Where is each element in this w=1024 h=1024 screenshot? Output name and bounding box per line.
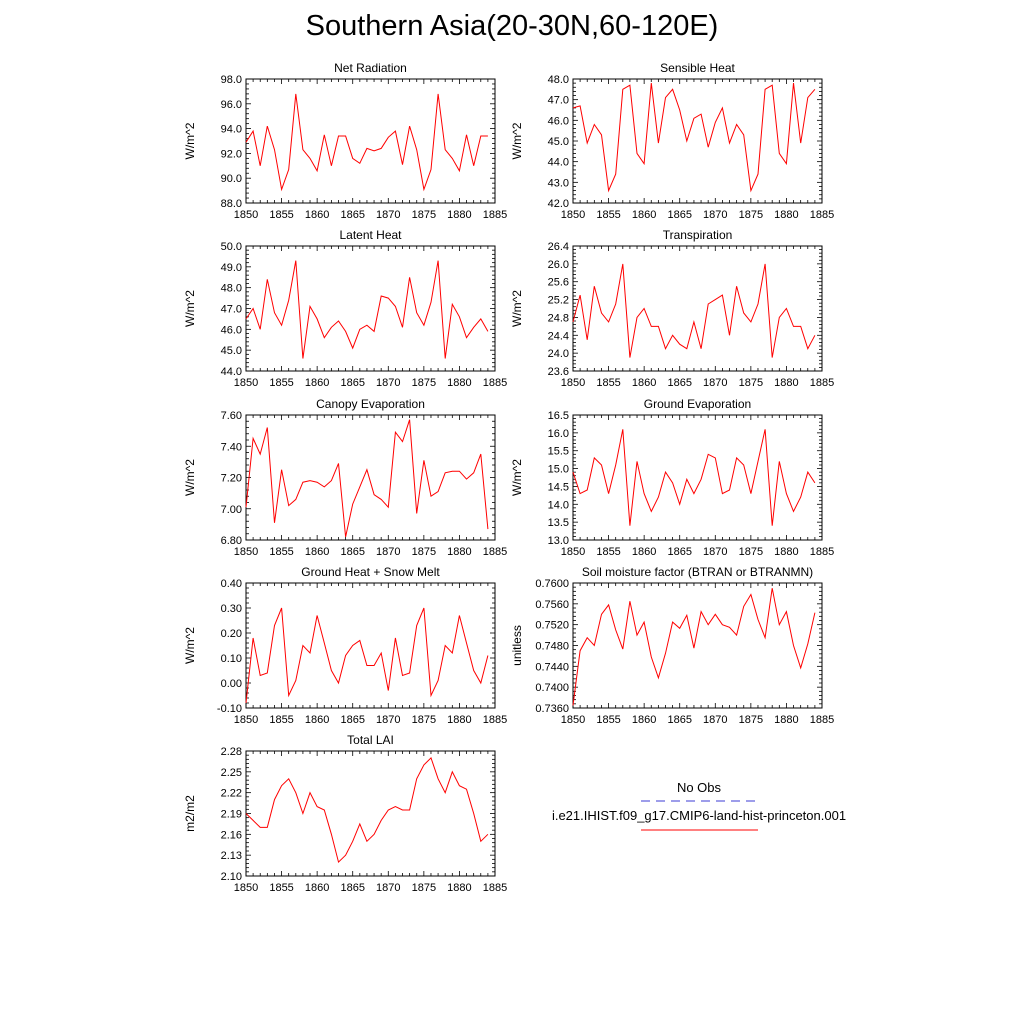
x-tick-label: 1885 [809, 209, 835, 221]
x-tick-label: 1875 [738, 377, 764, 389]
y-axis-label: W/m^2 [183, 459, 197, 496]
y-tick-label: 16.5 [547, 410, 569, 422]
x-tick-label: 1875 [738, 546, 764, 558]
x-tick-label: 1850 [233, 209, 259, 221]
chart-panel [183, 733, 507, 894]
y-axis-label: W/m^2 [510, 459, 524, 496]
y-tick-label: 25.2 [547, 294, 569, 307]
plot-frame [573, 415, 822, 540]
x-tick-label: 1850 [560, 377, 586, 389]
y-tick-label: 0.00 [220, 678, 242, 690]
y-tick-label: 2.10 [220, 871, 242, 883]
x-tick-label: 1870 [376, 882, 401, 894]
x-tick-label: 1860 [304, 377, 330, 389]
x-tick-label: 1860 [304, 209, 330, 221]
y-tick-label: 0.7560 [535, 598, 569, 611]
plot-frame [573, 583, 822, 708]
plot-frame [573, 246, 822, 371]
chart-panel [510, 565, 834, 726]
x-tick-label: 1880 [774, 377, 799, 389]
x-tick-label: 1850 [560, 546, 586, 558]
y-tick-label: 7.00 [220, 503, 242, 516]
y-tick-label: 26.0 [547, 258, 569, 271]
y-tick-label: 0.40 [220, 578, 242, 590]
x-tick-label: 1870 [376, 546, 401, 558]
panel-title: Net Radiation [334, 61, 407, 75]
legend-model-label: i.e21.IHIST.f09_g17.CMIP6-land-hist-princeton.001 [551, 808, 847, 823]
y-tick-label: 24.0 [547, 348, 569, 361]
y-tick-label: 49.0 [220, 261, 242, 274]
y-tick-label: 45.0 [547, 136, 569, 148]
y-axis-label: W/m^2 [183, 122, 197, 160]
x-tick-label: 1870 [376, 377, 401, 389]
x-tick-label: 1860 [304, 882, 330, 894]
series-line [246, 758, 488, 862]
x-tick-label: 1865 [340, 882, 365, 894]
x-tick-label: 1880 [774, 546, 799, 558]
panel-title: Canopy Evaporation [316, 397, 425, 411]
y-tick-label: 6.80 [220, 535, 242, 547]
y-tick-label: 94.0 [220, 123, 242, 136]
y-tick-label: 25.6 [547, 276, 569, 289]
x-tick-label: 1870 [703, 377, 728, 389]
x-tick-label: 1850 [560, 714, 586, 726]
y-tick-label: 96.0 [220, 98, 242, 111]
y-tick-label: 2.22 [220, 787, 242, 800]
y-tick-label: 46.0 [220, 324, 242, 337]
x-tick-label: 1875 [411, 714, 437, 726]
y-tick-label: 24.8 [547, 312, 569, 325]
y-tick-label: 13.5 [547, 517, 569, 530]
panel-title: Transpiration [662, 228, 733, 242]
chart-panel [510, 397, 834, 558]
y-tick-label: 2.28 [220, 746, 242, 758]
x-tick-label: 1865 [340, 546, 365, 558]
x-tick-label: 1855 [596, 546, 621, 558]
y-axis-label: W/m^2 [183, 290, 197, 327]
x-tick-label: 1865 [340, 209, 365, 221]
panel-title: Ground Evaporation [643, 397, 752, 411]
x-tick-label: 1870 [703, 546, 728, 558]
y-tick-label: 0.7520 [535, 619, 569, 632]
x-tick-label: 1870 [376, 714, 401, 726]
x-tick-label: 1855 [596, 209, 621, 221]
y-tick-label: 98.0 [220, 74, 242, 86]
y-tick-label: 0.7400 [535, 682, 569, 695]
y-axis-label: W/m^2 [510, 122, 524, 160]
x-tick-label: 1855 [596, 714, 621, 726]
series-line [573, 429, 815, 525]
x-tick-label: 1875 [411, 882, 437, 894]
plot-frame [246, 751, 495, 876]
x-tick-label: 1885 [809, 714, 835, 726]
x-tick-label: 1850 [233, 882, 259, 894]
x-tick-label: 1880 [447, 377, 472, 389]
x-tick-label: 1860 [304, 546, 330, 558]
series-line [573, 588, 815, 705]
series-line [246, 94, 488, 189]
panel-title: Soil moisture factor (BTRAN or BTRANMN) [581, 565, 814, 579]
x-tick-label: 1860 [631, 714, 657, 726]
series-line [246, 608, 488, 703]
x-tick-label: 1880 [447, 209, 472, 221]
y-tick-label: 15.5 [547, 445, 569, 458]
plot-frame [573, 79, 822, 203]
y-tick-label: 43.0 [547, 177, 569, 190]
x-tick-label: 1870 [376, 209, 401, 221]
series-line [573, 264, 815, 358]
x-tick-label: 1860 [631, 377, 657, 389]
y-tick-label: 0.10 [220, 653, 242, 665]
y-tick-label: 7.20 [220, 472, 242, 485]
y-tick-label: 2.19 [220, 808, 242, 821]
y-tick-label: 2.25 [220, 766, 242, 779]
x-tick-label: 1885 [482, 209, 508, 221]
y-tick-label: 47.0 [220, 303, 242, 316]
series-line [573, 83, 815, 191]
y-tick-label: 0.20 [220, 628, 242, 640]
legend-obs-label: No Obs [676, 780, 722, 795]
x-tick-label: 1880 [447, 882, 472, 894]
x-tick-label: 1880 [774, 714, 799, 726]
x-tick-label: 1850 [560, 209, 586, 221]
x-tick-label: 1865 [340, 714, 365, 726]
plot-frame [246, 246, 495, 371]
chart-panel [183, 228, 507, 389]
y-tick-label: 48.0 [220, 282, 242, 295]
y-tick-label: 0.7480 [535, 640, 569, 653]
x-tick-label: 1860 [631, 546, 657, 558]
x-tick-label: 1875 [411, 377, 437, 389]
y-tick-label: 0.7600 [535, 578, 569, 590]
x-tick-label: 1855 [269, 209, 294, 221]
y-tick-label: 14.0 [547, 499, 569, 512]
y-tick-label: 16.0 [547, 427, 569, 440]
chart-panel [510, 228, 834, 389]
x-tick-label: 1850 [233, 714, 259, 726]
y-tick-label: 13.0 [547, 535, 569, 547]
x-tick-label: 1850 [233, 546, 259, 558]
x-tick-label: 1885 [809, 546, 835, 558]
x-tick-label: 1855 [596, 377, 621, 389]
panel-title: Ground Heat + Snow Melt [301, 565, 440, 579]
x-tick-label: 1875 [411, 546, 437, 558]
y-tick-label: 47.0 [547, 94, 569, 107]
x-tick-label: 1855 [269, 882, 294, 894]
y-tick-label: 26.4 [547, 241, 569, 253]
x-tick-label: 1865 [667, 209, 692, 221]
x-tick-label: 1885 [809, 377, 835, 389]
x-tick-label: 1885 [482, 546, 508, 558]
x-tick-label: 1880 [447, 714, 472, 726]
x-tick-label: 1880 [774, 209, 799, 221]
y-tick-label: 0.7440 [535, 661, 569, 674]
x-tick-label: 1865 [667, 714, 692, 726]
y-tick-label: 45.0 [220, 345, 242, 358]
chart-panel [183, 397, 507, 558]
x-tick-label: 1885 [482, 377, 508, 389]
y-tick-label: 24.4 [547, 330, 569, 343]
series-line [246, 420, 488, 537]
panel-title: Total LAI [347, 733, 394, 747]
y-axis-label: W/m^2 [510, 290, 524, 327]
x-tick-label: 1885 [482, 882, 508, 894]
y-tick-label: 88.0 [220, 198, 242, 210]
x-tick-label: 1875 [411, 209, 437, 221]
x-tick-label: 1855 [269, 714, 294, 726]
y-tick-label: 14.5 [547, 481, 569, 494]
y-tick-label: 92.0 [220, 148, 242, 161]
y-tick-label: 0.7360 [535, 703, 569, 715]
x-tick-label: 1865 [667, 377, 692, 389]
x-tick-label: 1870 [703, 209, 728, 221]
x-tick-label: 1850 [233, 377, 259, 389]
x-tick-label: 1865 [667, 546, 692, 558]
y-tick-label: -0.10 [216, 703, 242, 715]
x-tick-label: 1860 [304, 714, 330, 726]
y-tick-label: 7.40 [220, 441, 242, 454]
x-tick-label: 1855 [269, 546, 294, 558]
y-tick-label: 15.0 [547, 463, 569, 476]
y-tick-label: 48.0 [547, 74, 569, 86]
y-tick-label: 7.60 [220, 410, 242, 422]
y-axis-label: unitless [510, 625, 524, 666]
x-tick-label: 1880 [447, 546, 472, 558]
y-tick-label: 44.0 [220, 366, 242, 378]
panel-title: Sensible Heat [660, 61, 735, 75]
y-tick-label: 90.0 [220, 173, 242, 186]
chart-panel [510, 61, 834, 221]
legend [552, 780, 846, 830]
y-tick-label: 23.6 [547, 366, 569, 378]
x-tick-label: 1875 [738, 209, 764, 221]
y-tick-label: 46.0 [547, 115, 569, 128]
plot-frame [246, 583, 495, 708]
y-axis-label: W/m^2 [183, 627, 197, 664]
y-tick-label: 44.0 [547, 156, 569, 169]
y-tick-label: 0.30 [220, 603, 242, 615]
x-tick-label: 1860 [631, 209, 657, 221]
chart-panel [183, 61, 507, 221]
x-tick-label: 1865 [340, 377, 365, 389]
series-line [246, 261, 488, 359]
x-tick-label: 1870 [703, 714, 728, 726]
y-tick-label: 2.13 [220, 850, 242, 863]
y-tick-label: 50.0 [220, 241, 242, 253]
x-tick-label: 1885 [482, 714, 508, 726]
y-tick-label: 42.0 [547, 198, 569, 210]
page-title: Southern Asia(20-30N,60-120E) [305, 10, 719, 42]
y-tick-label: 2.16 [220, 829, 242, 842]
chart-panel [183, 565, 507, 726]
panel-title: Latent Heat [339, 228, 402, 242]
x-tick-label: 1875 [738, 714, 764, 726]
y-axis-label: m2/m2 [183, 795, 197, 832]
x-tick-label: 1855 [269, 377, 294, 389]
